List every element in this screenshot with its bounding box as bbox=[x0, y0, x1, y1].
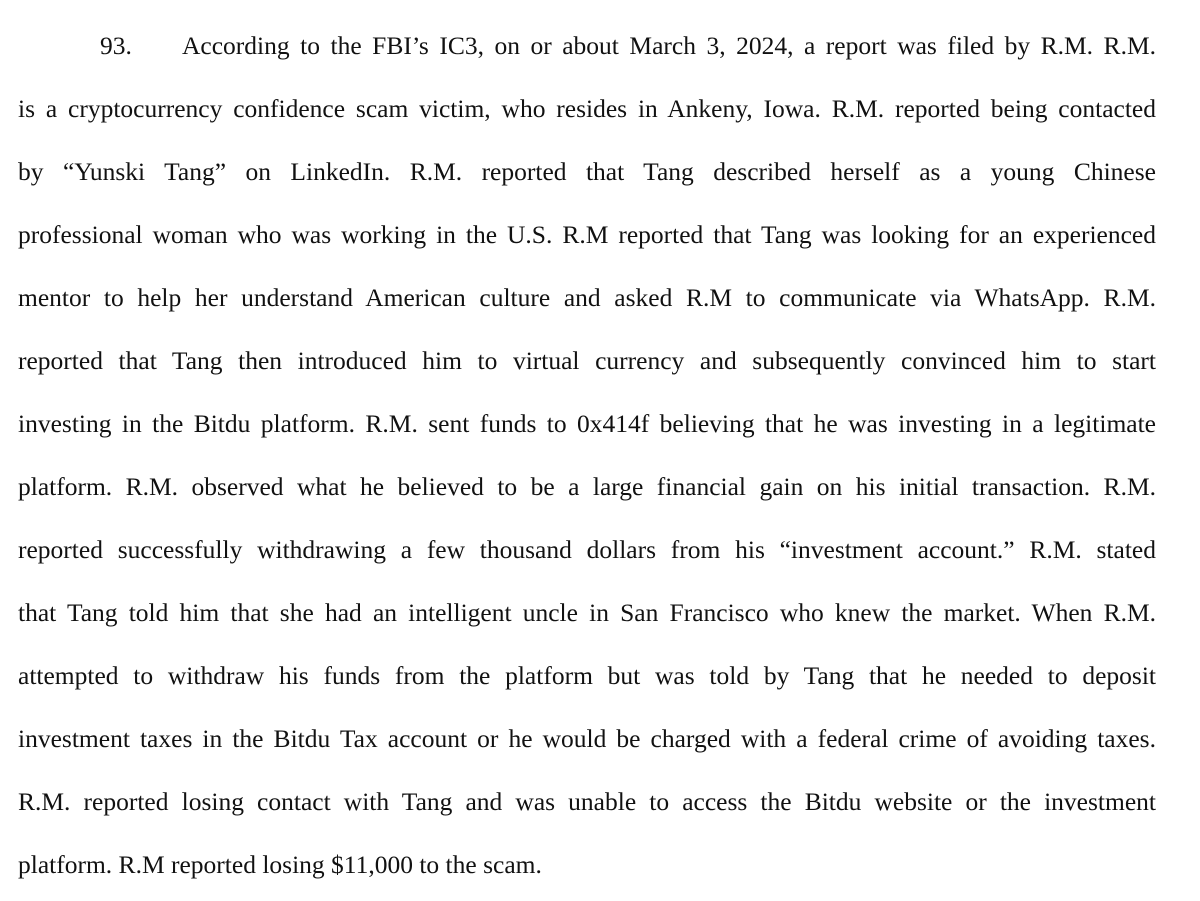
paragraph-first-line bbox=[100, 26, 1156, 66]
paragraph-line: reported successfully withdrawing a few thousand dollars from his “investment account.” R.M. stated bbox=[18, 535, 1156, 564]
paragraph-line: reported that Tang then introduced him to virtual currency and subsequently convinced him to start bbox=[18, 346, 1156, 375]
paragraph-line: that Tang told him that she had an intelligent uncle in San Francisco who knew the market. When R.M. bbox=[18, 598, 1156, 627]
paragraph-line: investing in the Bitdu platform. R.M. sent funds to 0x414f believing that he was investing in a legitimate bbox=[18, 409, 1156, 438]
paragraph-line: is a cryptocurrency confidence scam victim, who resides in Ankeny, Iowa. R.M. reported being contacted bbox=[18, 94, 1156, 123]
paragraph-line: attempted to withdraw his funds from the platform but was told by Tang that he needed to deposit bbox=[18, 661, 1156, 690]
paragraph-number: 93. bbox=[100, 31, 132, 60]
paragraph-line: platform. R.M. observed what he believed to be a large financial gain on his initial transaction. R.M. bbox=[18, 472, 1156, 501]
paragraph-line: R.M. reported losing contact with Tang and was unable to access the Bitdu website or the investment bbox=[18, 787, 1156, 816]
paragraph-last-line: platform. R.M reported losing $11,000 to the scam. bbox=[18, 850, 542, 879]
paragraph-line: mentor to help her understand American culture and asked R.M to communicate via WhatsApp. R.M. bbox=[18, 283, 1156, 312]
paragraph-line: investment taxes in the Bitdu Tax account or he would be charged with a federal crime of avoiding taxes. bbox=[18, 724, 1156, 753]
paragraph-line: by “Yunski Tang” on LinkedIn. R.M. reported that Tang described herself as a young Chinese bbox=[18, 157, 1156, 186]
paragraph-line: According to the FBI’s IC3, on or about March 3, 2024, a report was filed by R.M. R.M. bbox=[182, 31, 1156, 60]
paragraph-line: professional woman who was working in the U.S. R.M reported that Tang was looking for an experienced bbox=[18, 220, 1156, 249]
